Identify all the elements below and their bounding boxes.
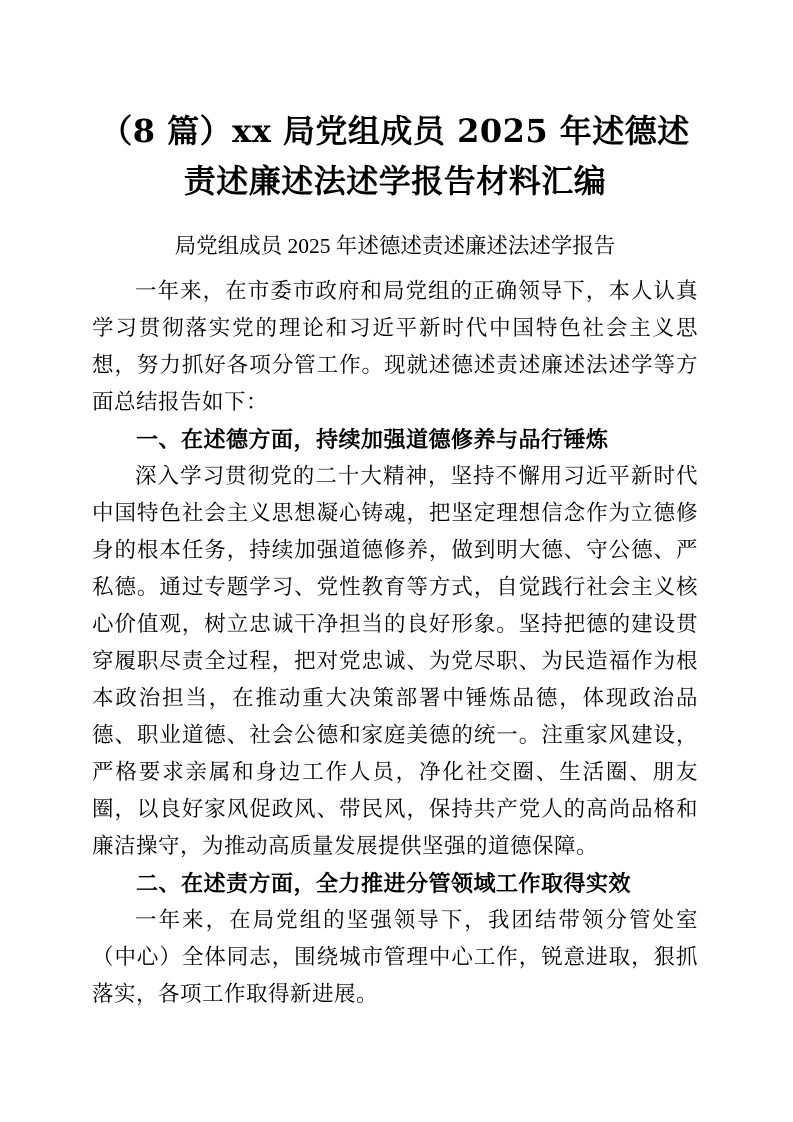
paragraph-shuze-body: 一年来，在局党组的坚强领导下，我团结带领分管处室（中心）全体同志，围绕城市管理中心工作，锐意进取，狠抓落实，各项工作取得新进展。 [92, 908, 698, 1006]
section-heading-shude: 一、在述德方面，持续加强道德修养与品行锤炼 [136, 427, 609, 452]
paragraph-intro: 一年来，在市委市政府和局党组的正确领导下，本人认真学习贯彻落实党的理论和习近平新时代中国特色社会主义思想，努力抓好各项分管工作。现就述德述责述廉述法述学等方面总结报告如下： [92, 279, 698, 414]
paragraph-shude-body: 深入学习贯彻党的二十大精神，坚持不懈用习近平新时代中国特色社会主义思想凝心铸魂，把坚定理想信念作为立德修身的根本任务，持续加强道德修养，做到明大德、守公德、严私德。通过专题学习、党性教育等方式，自觉践行社会主义核心价值观，树立忠诚干净担当的良好形象。坚持把德的建设贯穿履职尽责全过程，把对党忠诚、为党尽职、为民造福作为根本政治担当，在推动重大决策部署中锤炼品德，体现政治品德、职业道德、社会公德和家庭美德的统一。注重家风建设，严格要求亲属和身边工作人员，净化社交圈、生活圈、朋友圈，以良好家风促政风、带民风，保持共产党人的高尚品格和廉洁操守，为推动高质量发展提供坚强的道德保障。 [92, 464, 698, 858]
report-subtitle: 局党组成员 2025 年述德述责述廉述法述学报告 [174, 234, 616, 258]
section-heading-shuze: 二、在述责方面，全力推进分管领域工作取得实效 [136, 871, 632, 896]
document-title: （8 篇）xx 局党组成员 2025 年述德述责述廉述法述学报告材料汇编 [100, 112, 690, 200]
